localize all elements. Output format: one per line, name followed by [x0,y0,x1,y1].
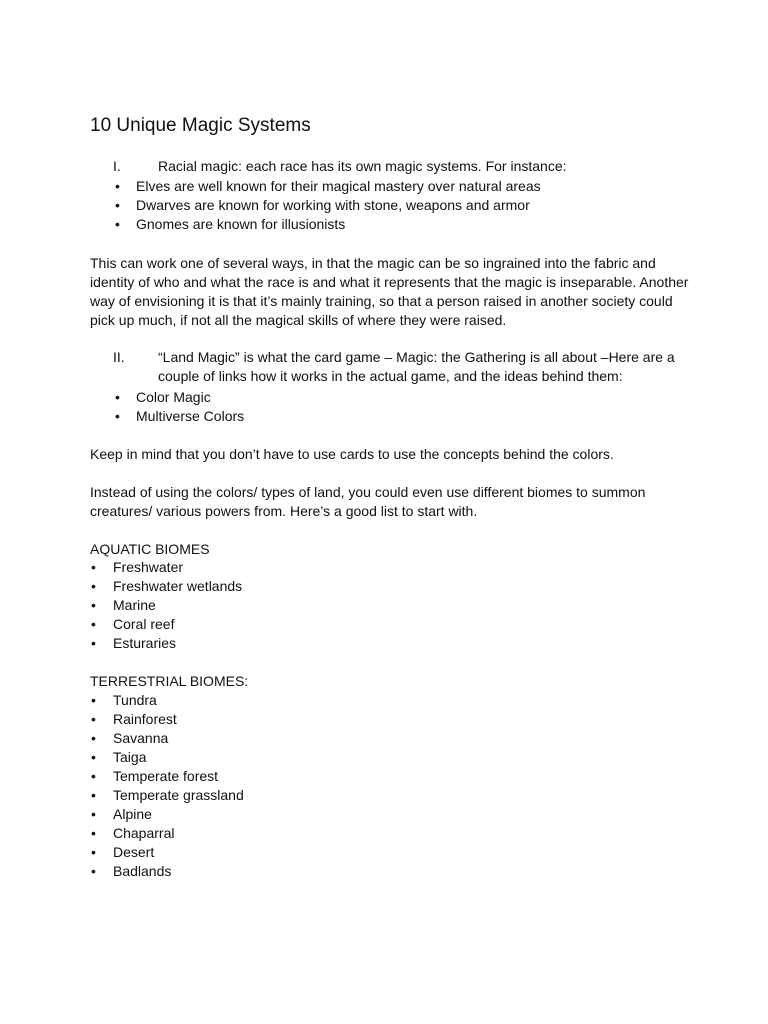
section-2-text: “Land Magic” is what the card game – Magic: the Gathering is all about –Here are a couple of links how it works in the actual game, and the ideas behind them: [158,349,675,384]
list-item: • Elves are well known for their magical mastery over natural areas [115,178,541,194]
list-item: • Tundra [91,692,157,708]
bullet-icon: • [91,597,96,613]
bullet-icon: • [115,389,120,405]
list-item: • Taiga [91,749,147,765]
terrestrial-biomes-list [90,691,244,881]
bullet-icon: • [91,825,96,841]
section-1-bullet-list [90,177,541,234]
section-1-item [90,157,690,176]
bullet-icon: • [115,408,120,424]
bullet-icon: • [115,178,120,194]
paragraph-2: Keep in mind that you don’t have to use cards to use the concepts behind the colors. [90,446,614,462]
list-item: • Temperate grassland [91,787,244,803]
section-1-text: Racial magic: each race has its own magic systems. For instance: [158,158,567,174]
list-item: • Temperate forest [91,768,219,784]
bullet-icon: • [91,768,96,784]
bullet-icon: • [91,692,96,708]
bullet-icon: • [91,863,96,879]
list-item: • Coral reef [91,616,175,632]
bullet-icon: • [91,730,96,746]
section-2-numeral: II. [113,349,125,365]
section-2-item [90,348,690,386]
list-item: • Multiverse Colors [115,408,245,424]
list-item: • Desert [91,844,155,860]
list-item: • Savanna [91,730,169,746]
list-item: • Chaparral [91,825,175,841]
list-item: • Color Magic [115,389,211,405]
paragraph-1: This can work one of several ways, in that the magic can be so ingrained into the fabric and identity of who and what the race is and what it represents that the magic is inseparable. Another way of envisioning it is that it’s mainly training, so that a person raised in another society could pick up much, if not all the magical skills of where they were raised. [90,255,689,328]
list-item: • Rainforest [91,711,177,727]
bullet-icon: • [91,749,96,765]
list-item: • Marine [91,597,156,613]
aquatic-biomes-heading: AQUATIC BIOMES [90,541,210,557]
paragraph-3: Instead of using the colors/ types of land, you could even use different biomes to summon creatures/ various powers from. Here’s a good list to start with. [90,484,646,519]
list-item: • Freshwater [91,559,184,575]
document-title: 10 Unique Magic Systems [90,115,311,136]
bullet-icon: • [91,616,96,632]
section-1-numeral: I. [113,158,121,174]
terrestrial-biomes-heading: TERRESTRIAL BIOMES: [90,673,249,689]
list-item: • Gnomes are known for illusionists [115,216,346,232]
bullet-icon: • [91,559,96,575]
bullet-icon: • [91,806,96,822]
list-item: • Esturaries [91,635,177,651]
section-2-bullet-list [90,388,244,426]
list-item: • Badlands [91,863,172,879]
bullet-icon: • [91,711,96,727]
aquatic-biomes-list [90,558,242,653]
list-item: • Dwarves are known for working with stone, weapons and armor [115,197,530,213]
bullet-icon: • [91,844,96,860]
bullet-icon: • [91,578,96,594]
bullet-icon: • [115,197,120,213]
list-item: • Freshwater wetlands [91,578,243,594]
bullet-icon: • [91,635,96,651]
list-item: • Alpine [91,806,152,822]
bullet-icon: • [115,216,120,232]
bullet-icon: • [91,787,96,803]
